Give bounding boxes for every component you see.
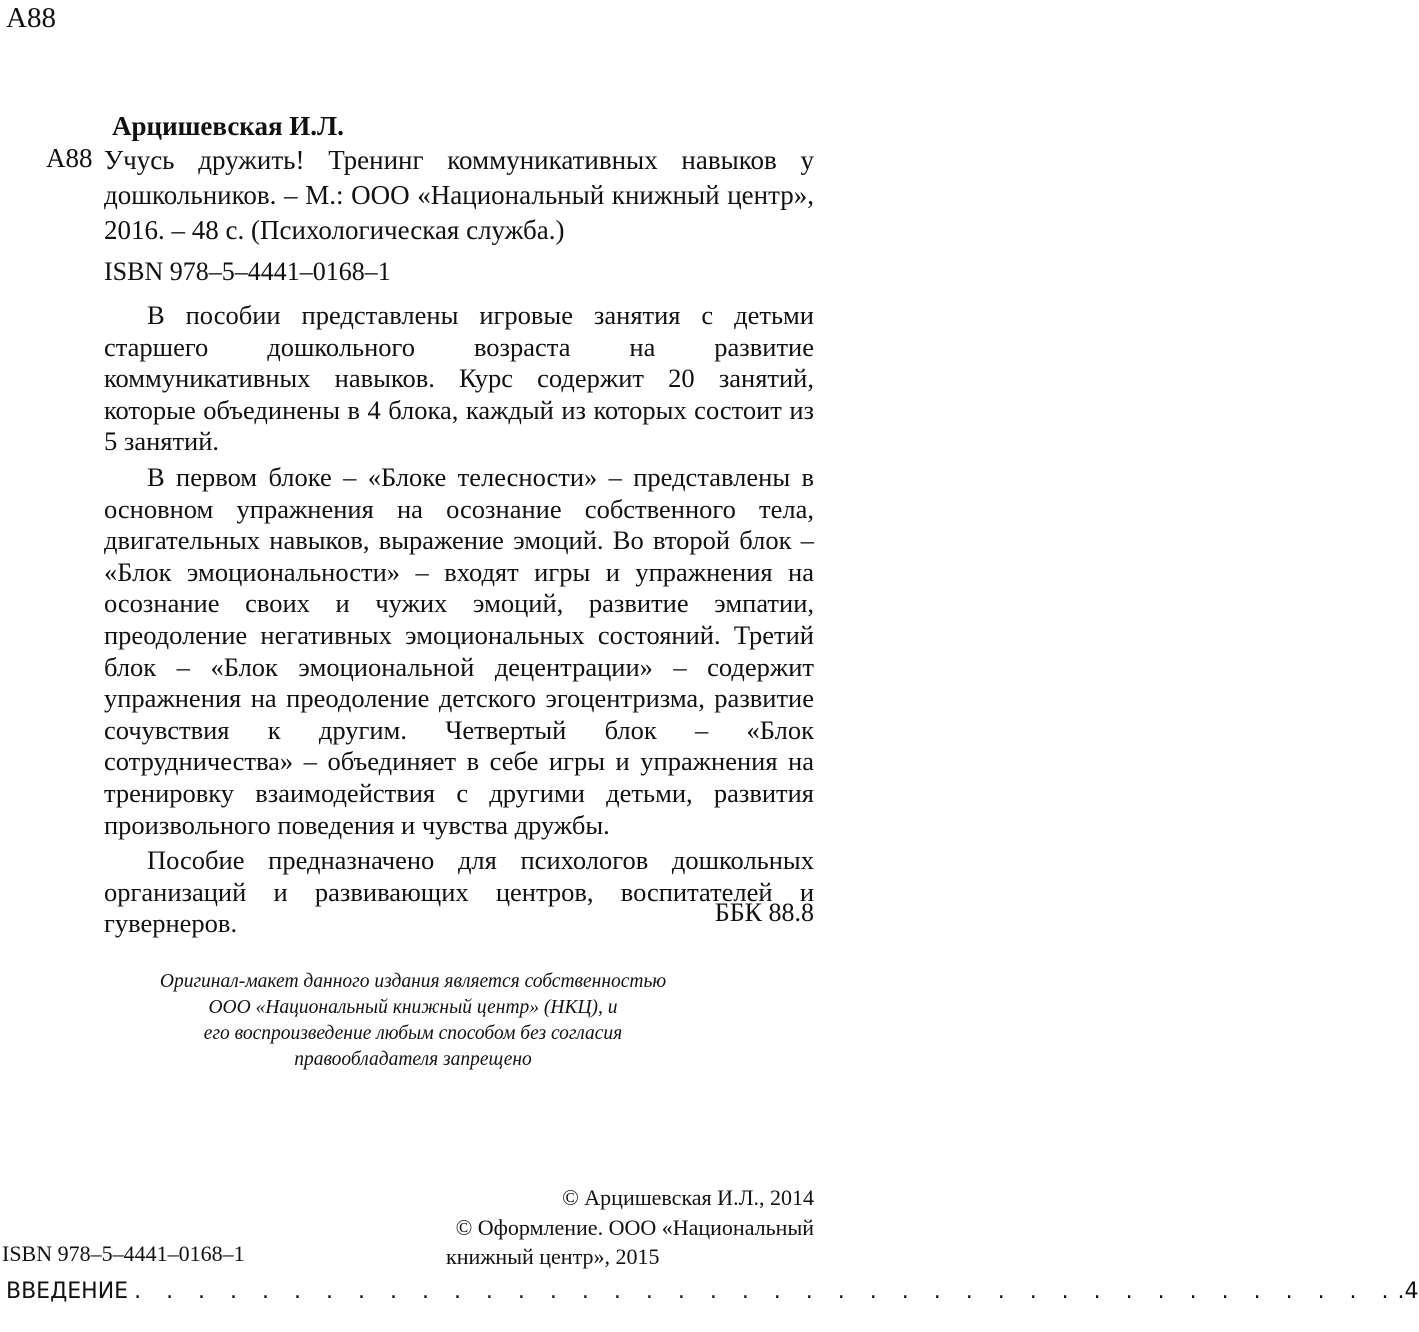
copyright-block xyxy=(414,1183,814,1272)
bib-classification-code: А88 xyxy=(46,143,93,173)
toc-dot-leader: . . . . . . . . . . . . . . . . . . . . . . . . . . . . . . . . . . . . . . . . xyxy=(134,1279,1398,1304)
toc-entry-label: ВВЕДЕНИЕ xyxy=(6,1279,129,1304)
corner-classification-code: А88 xyxy=(6,2,56,34)
copyright-notice xyxy=(0,969,816,1073)
toc-entry[interactable] xyxy=(6,1279,1419,1304)
notice-line: его воспроизведение любым способом без согласия xyxy=(203,1023,623,1044)
notice-line: Оригинал-макет данного издания является собственностью xyxy=(159,971,667,992)
bbk-code: ББК 88.8 xyxy=(714,898,814,927)
notice-line: правообладателя запрещено xyxy=(294,1049,532,1070)
abstract-paragraph: В пособии представлены игровые занятия с детьми старшего дошкольного возраста на развитие коммуникативных навыков. Курс содержит 20 занятий, которые объединены в 4 блока, каждый из которых состоит из 5 занятий. xyxy=(104,300,814,457)
author-name: Арцишевская И.Л. xyxy=(112,111,344,141)
isbn-bottom: ISBN 978–5–4441–0168–1 xyxy=(2,1241,245,1266)
copyright-line: © Арцишевская И.Л., 2014 xyxy=(562,1185,814,1210)
abstract xyxy=(104,300,814,944)
copyright-line: книжный центр», 2015 xyxy=(446,1244,660,1269)
notice-line: ООО «Национальный книжный центр» (НКЦ), и xyxy=(208,997,618,1018)
bibliographic-description: Учусь дружить! Тренинг коммуникативных навыков у дошкольников. – М.: ООО «Национальный книжный центр», 2016. – 48 с. (Психологическая служба.) xyxy=(104,145,814,245)
abstract-paragraph: Пособие предназначено для психологов дошкольных организаций и развивающих центров, воспитателей и гувернеров. xyxy=(104,845,814,939)
toc-page-number: .4 xyxy=(1397,1279,1419,1304)
copyright-line: © Оформление. ООО «Национальный xyxy=(455,1214,814,1240)
isbn-top: ISBN 978–5–4441–0168–1 xyxy=(104,257,391,286)
abstract-paragraph: В первом блоке – «Блоке телесности» – представлены в основном упражнения на осознание собственного тела, двигательных навыков, выражение эмоций. Во второй блок – «Блок эмоциональности» – входят игры и упражнения на осознание своих и чужих эмоций, развитие эмпатии, преодоление негативных эмоциональных состояний. Третий блок – «Блок эмоциональной децентрации» – содержит упражнения на преодоление детского эгоцентризма, развитие сочувствия к другим. Четвертый блок – «Блок сотрудничества» – объединяет в себе игры и упражнения на тренировку взаимодействия с другими детьми, развития произвольного поведения и чувства дружбы. xyxy=(104,461,814,840)
